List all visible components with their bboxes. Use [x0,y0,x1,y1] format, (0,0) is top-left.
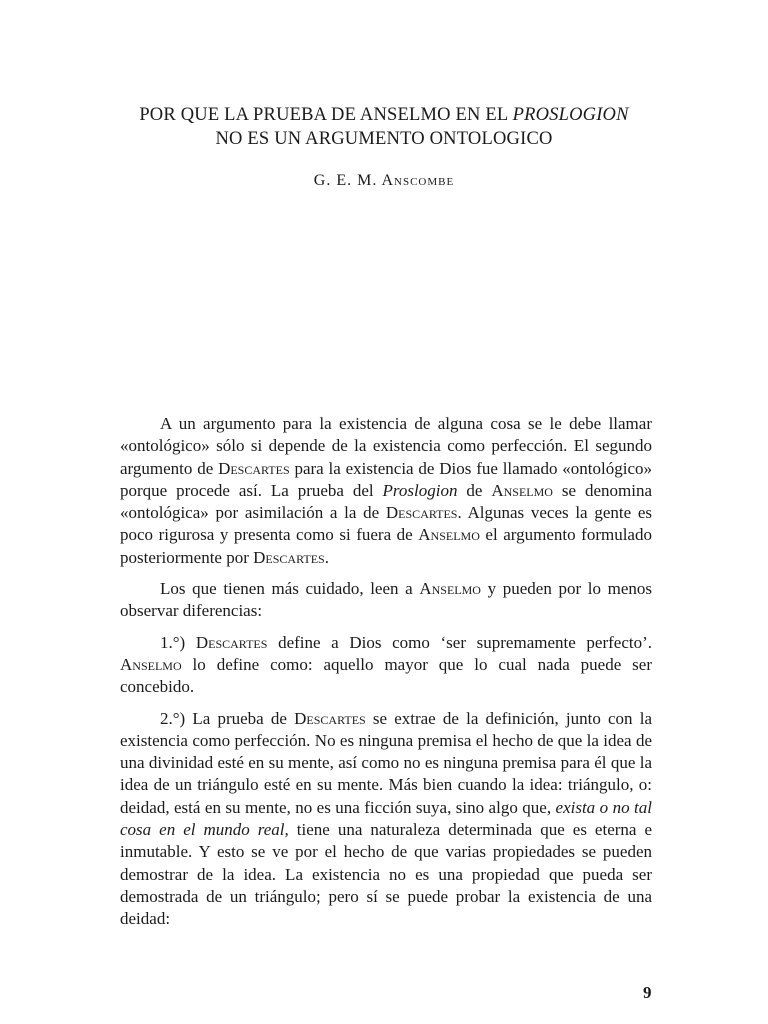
paragraph-1 [120,413,652,569]
title-italic-proslogion: PROSLOGION [512,105,629,125]
author-name [0,172,768,190]
author-text: G. E. M. Anscombe [313,172,455,189]
paragraph-2 [120,578,652,623]
text-run: A un argumento para la existencia de alguna cosa se le debe llamar «ontológico» sólo si depende de la existencia como perfección. El segundo argumento de [120,414,652,478]
title-line-1-text: POR QUE LA PRUEBA DE ANSELMO EN EL [139,105,513,125]
author-name-ref: Anselmo [491,480,553,500]
page-number: 9 [643,983,652,1002]
article-title [0,103,768,151]
text-run: define a Dios como ‘ser supremamente perfecto’. [267,632,653,652]
body-text [120,413,652,931]
text-run: Los que tienen más cuidado, leen a [160,579,420,599]
author-name-ref: Descartes [385,503,458,523]
text-run: se denomina «ontológica» por asimilación a la de [120,480,653,523]
text-run: lo define como: aquello mayor que lo cual nada puede ser concebido. [120,654,652,697]
text-run: para la existencia de Dios fue llamado «ontológico» porque procede así. La prueba del [120,458,652,500]
author-name-ref: Descartes [218,458,290,478]
title-line-2: NO ES UN ARGUMENTO ONTOLOGICO [215,129,553,149]
text-run: de [457,480,492,500]
text-run: el argumento formulado posteriormente por [120,525,652,567]
author-name-ref: Descartes [253,547,325,567]
text-run: tiene una naturaleza determinada que es eterna e inmutable. Y esto se ve por el hecho de que varias propiedades se pueden demostrar de la idea. La existencia no es una propiedad que pueda ser demostrada de un triángulo; pero sí se puede probar la existencia de una deidad: [120,820,653,929]
author-name-ref: Anselmo [419,579,481,599]
author-name-ref: Anselmo [418,525,480,545]
text-run: se extrae de la definición, junto con la existencia como perfección. No es ninguna premisa el hecho de que la idea de una divinidad esté en su mente, así como no es ninguna premisa para él que la idea de un triángulo esté en su mente. Más bien cuando la idea: triángulo, o: deidad, está en su mente, no es una ficción suya, sino algo que, [120,708,652,817]
author-name-ref: Anselmo [120,654,182,674]
text-run: 2.°) La prueba de [160,708,295,728]
text-run: . Algunas veces la gente es poco rigurosa y presenta como si fuera de [120,503,652,545]
paragraph-4 [120,708,652,931]
italic-text: Proslogion [382,480,458,500]
paragraph-3 [120,632,652,699]
text-run: 1.°) [160,632,196,652]
italic-text: exista o no tal cosa en el mundo real, [120,797,652,840]
title-line-1 [0,103,768,127]
text-run: y pueden por lo menos observar diferencias: [120,579,653,621]
author-name-ref: Descartes [294,708,366,728]
author-name-ref: Descartes [195,632,268,652]
text-run: . [324,547,329,567]
